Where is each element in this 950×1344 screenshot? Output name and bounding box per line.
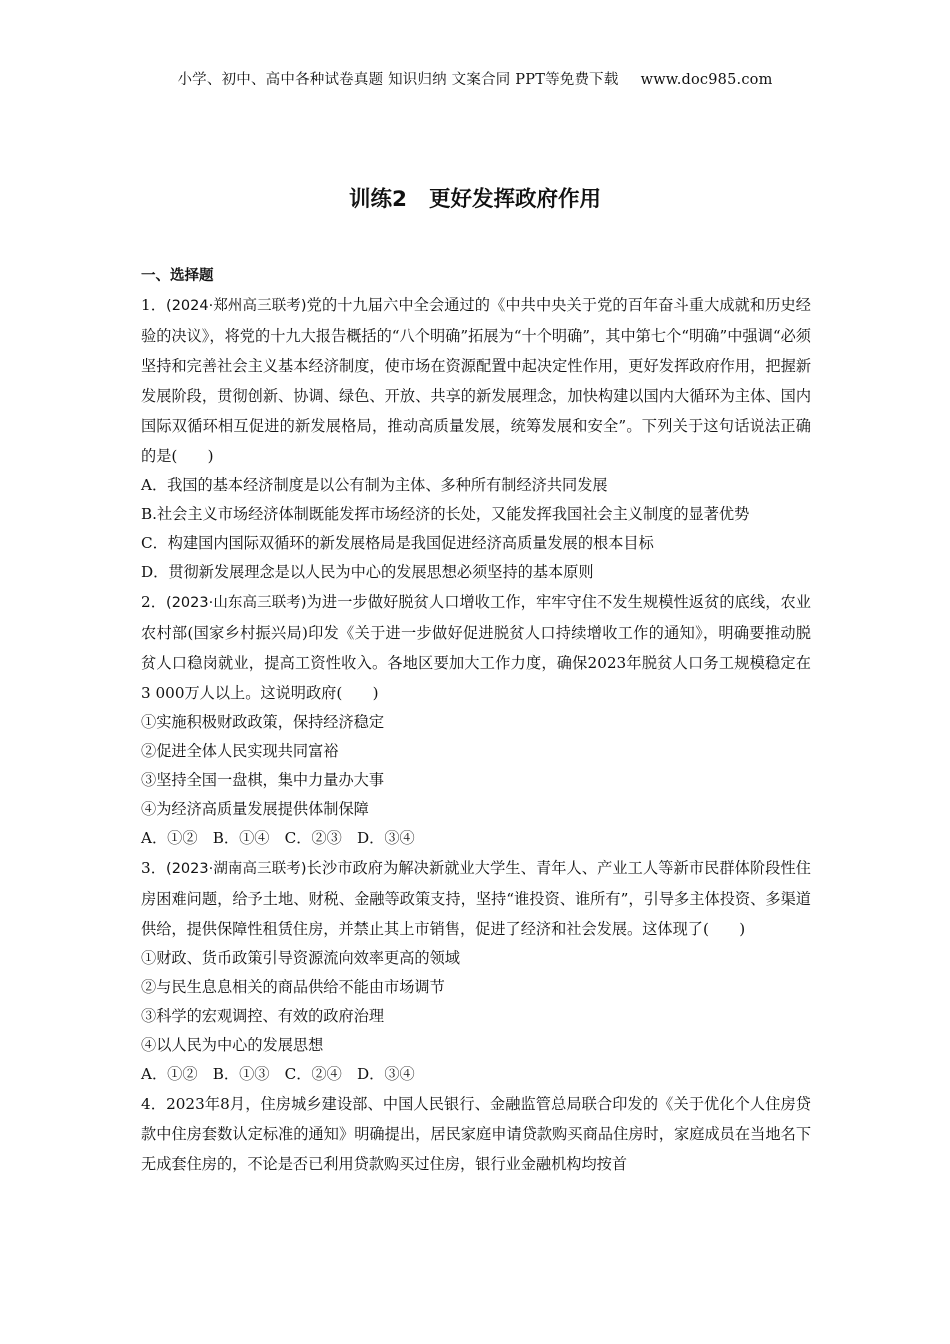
question-text: 2023年8月，住房城乡建设部、中国人民银行、金融监管总局联合印发的《关于优化个人住房贷款中住房套数认定标准的通知》明确提出，居民家庭申请贷款购买商品住房时，家庭成员在当地名下无成套住房的，不论是否已利用贷款购买过住房，银行业金融机构均按首 xyxy=(141,1095,811,1173)
question-3 xyxy=(141,853,811,1089)
question-source: (2024·郑州高三联考) xyxy=(166,298,307,314)
option-b: B.社会主义市场经济体制既能发挥市场经济的长处，又能发挥我国社会主义制度的显著优势 xyxy=(141,505,750,523)
question-text: 党的十九届六中全会通过的《中共中央关于党的百年奋斗重大成就和历史经验的决议》，将党的十九大报告概括的“八个明确”拓展为“十个明确”，其中第七个“明确”中强调“必须坚持和完善社会主义基本经济制度，使市场在资源配置中起决定性作用，更好发挥政府作用，把握新发展阶段，贯彻创新、协调、绿色、开放、共享的新发展理念，加快构建以国内大循环为主体、国内国际双循环相互促进的新发展格局，推动高质量发展，统筹发展和安全”。下列关于这句话说法正确的是( ) xyxy=(141,296,811,465)
statement-item: ①财政、货币政策引导资源流向效率更高的领域 xyxy=(141,949,460,967)
statement-item: ③坚持全国一盘棋，集中力量办大事 xyxy=(141,771,384,789)
question-number: 3． xyxy=(141,859,167,877)
page-title xyxy=(0,182,950,213)
question-source: (2023·山东高三联考) xyxy=(166,595,307,611)
question-stem xyxy=(141,1089,811,1179)
statement-item: ①实施积极财政政策，保持经济稳定 xyxy=(141,713,384,731)
option-d: D．贯彻新发展理念是以人民为中心的发展思想必须坚持的基本原则 xyxy=(141,563,594,581)
question-number: 4． xyxy=(141,1095,167,1113)
title-right: 更好发挥政府作用 xyxy=(428,187,601,212)
statement-item: ④以人民为中心的发展思想 xyxy=(141,1036,324,1054)
question-stem xyxy=(141,587,811,708)
question-1 xyxy=(141,290,811,587)
statement-item: ④为经济高质量发展提供体制保障 xyxy=(141,800,369,818)
question-number: 2． xyxy=(141,593,167,611)
section-heading: 一、选择题 xyxy=(141,268,214,284)
question-text: 长沙市政府为解决新就业大学生、青年人、产业工人等新市民群体阶段性住房困难问题，给予土地、财税、金融等政策支持，坚持“谁投资、谁所有”，引导多主体投资、多渠道供给，提供保障性租赁住房，并禁止其上市销售，促进了经济和社会发展。这体现了( ) xyxy=(141,859,811,938)
option-a: A．我国的基本经济制度是以公有制为主体、多种所有制经济共同发展 xyxy=(141,476,608,494)
answer-options: A．①② B．①③ C．②④ D．③④ xyxy=(141,1065,415,1083)
option-c: C．构建国内国际双循环的新发展格局是我国促进经济高质量发展的根本目标 xyxy=(141,534,654,552)
question-stem xyxy=(141,853,811,944)
question-2 xyxy=(141,587,811,853)
document-body xyxy=(141,264,811,1179)
question-source: (2023·湖南高三联考) xyxy=(166,861,307,877)
page-header xyxy=(0,68,950,89)
header-text: 小学、初中、高中各种试卷真题 知识归纳 文案合同 PPT等免费下载 xyxy=(177,72,619,88)
question-stem xyxy=(141,290,811,471)
title-left: 训练2 xyxy=(349,187,407,212)
statement-item: ②与民生息息相关的商品供给不能由市场调节 xyxy=(141,978,445,996)
question-text: 为进一步做好脱贫人口增收工作，牢牢守住不发生规模性返贫的底线，农业农村部(国家乡村振兴局)印发《关于进一步做好促进脱贫人口持续增收工作的通知》，明确要推动脱贫人口稳岗就业，提高工资性收入。各地区要加大工作力度，确保2023年脱贫人口务工规模稳定在3 000万人以上。这说明政府( ) xyxy=(141,593,811,702)
question-number: 1． xyxy=(141,296,167,314)
header-url[interactable]: www.doc985.com xyxy=(640,72,773,88)
statement-item: ②促进全体人民实现共同富裕 xyxy=(141,742,339,760)
question-4 xyxy=(141,1089,811,1179)
answer-options: A．①② B．①④ C．②③ D．③④ xyxy=(141,829,415,847)
statement-item: ③科学的宏观调控、有效的政府治理 xyxy=(141,1007,384,1025)
